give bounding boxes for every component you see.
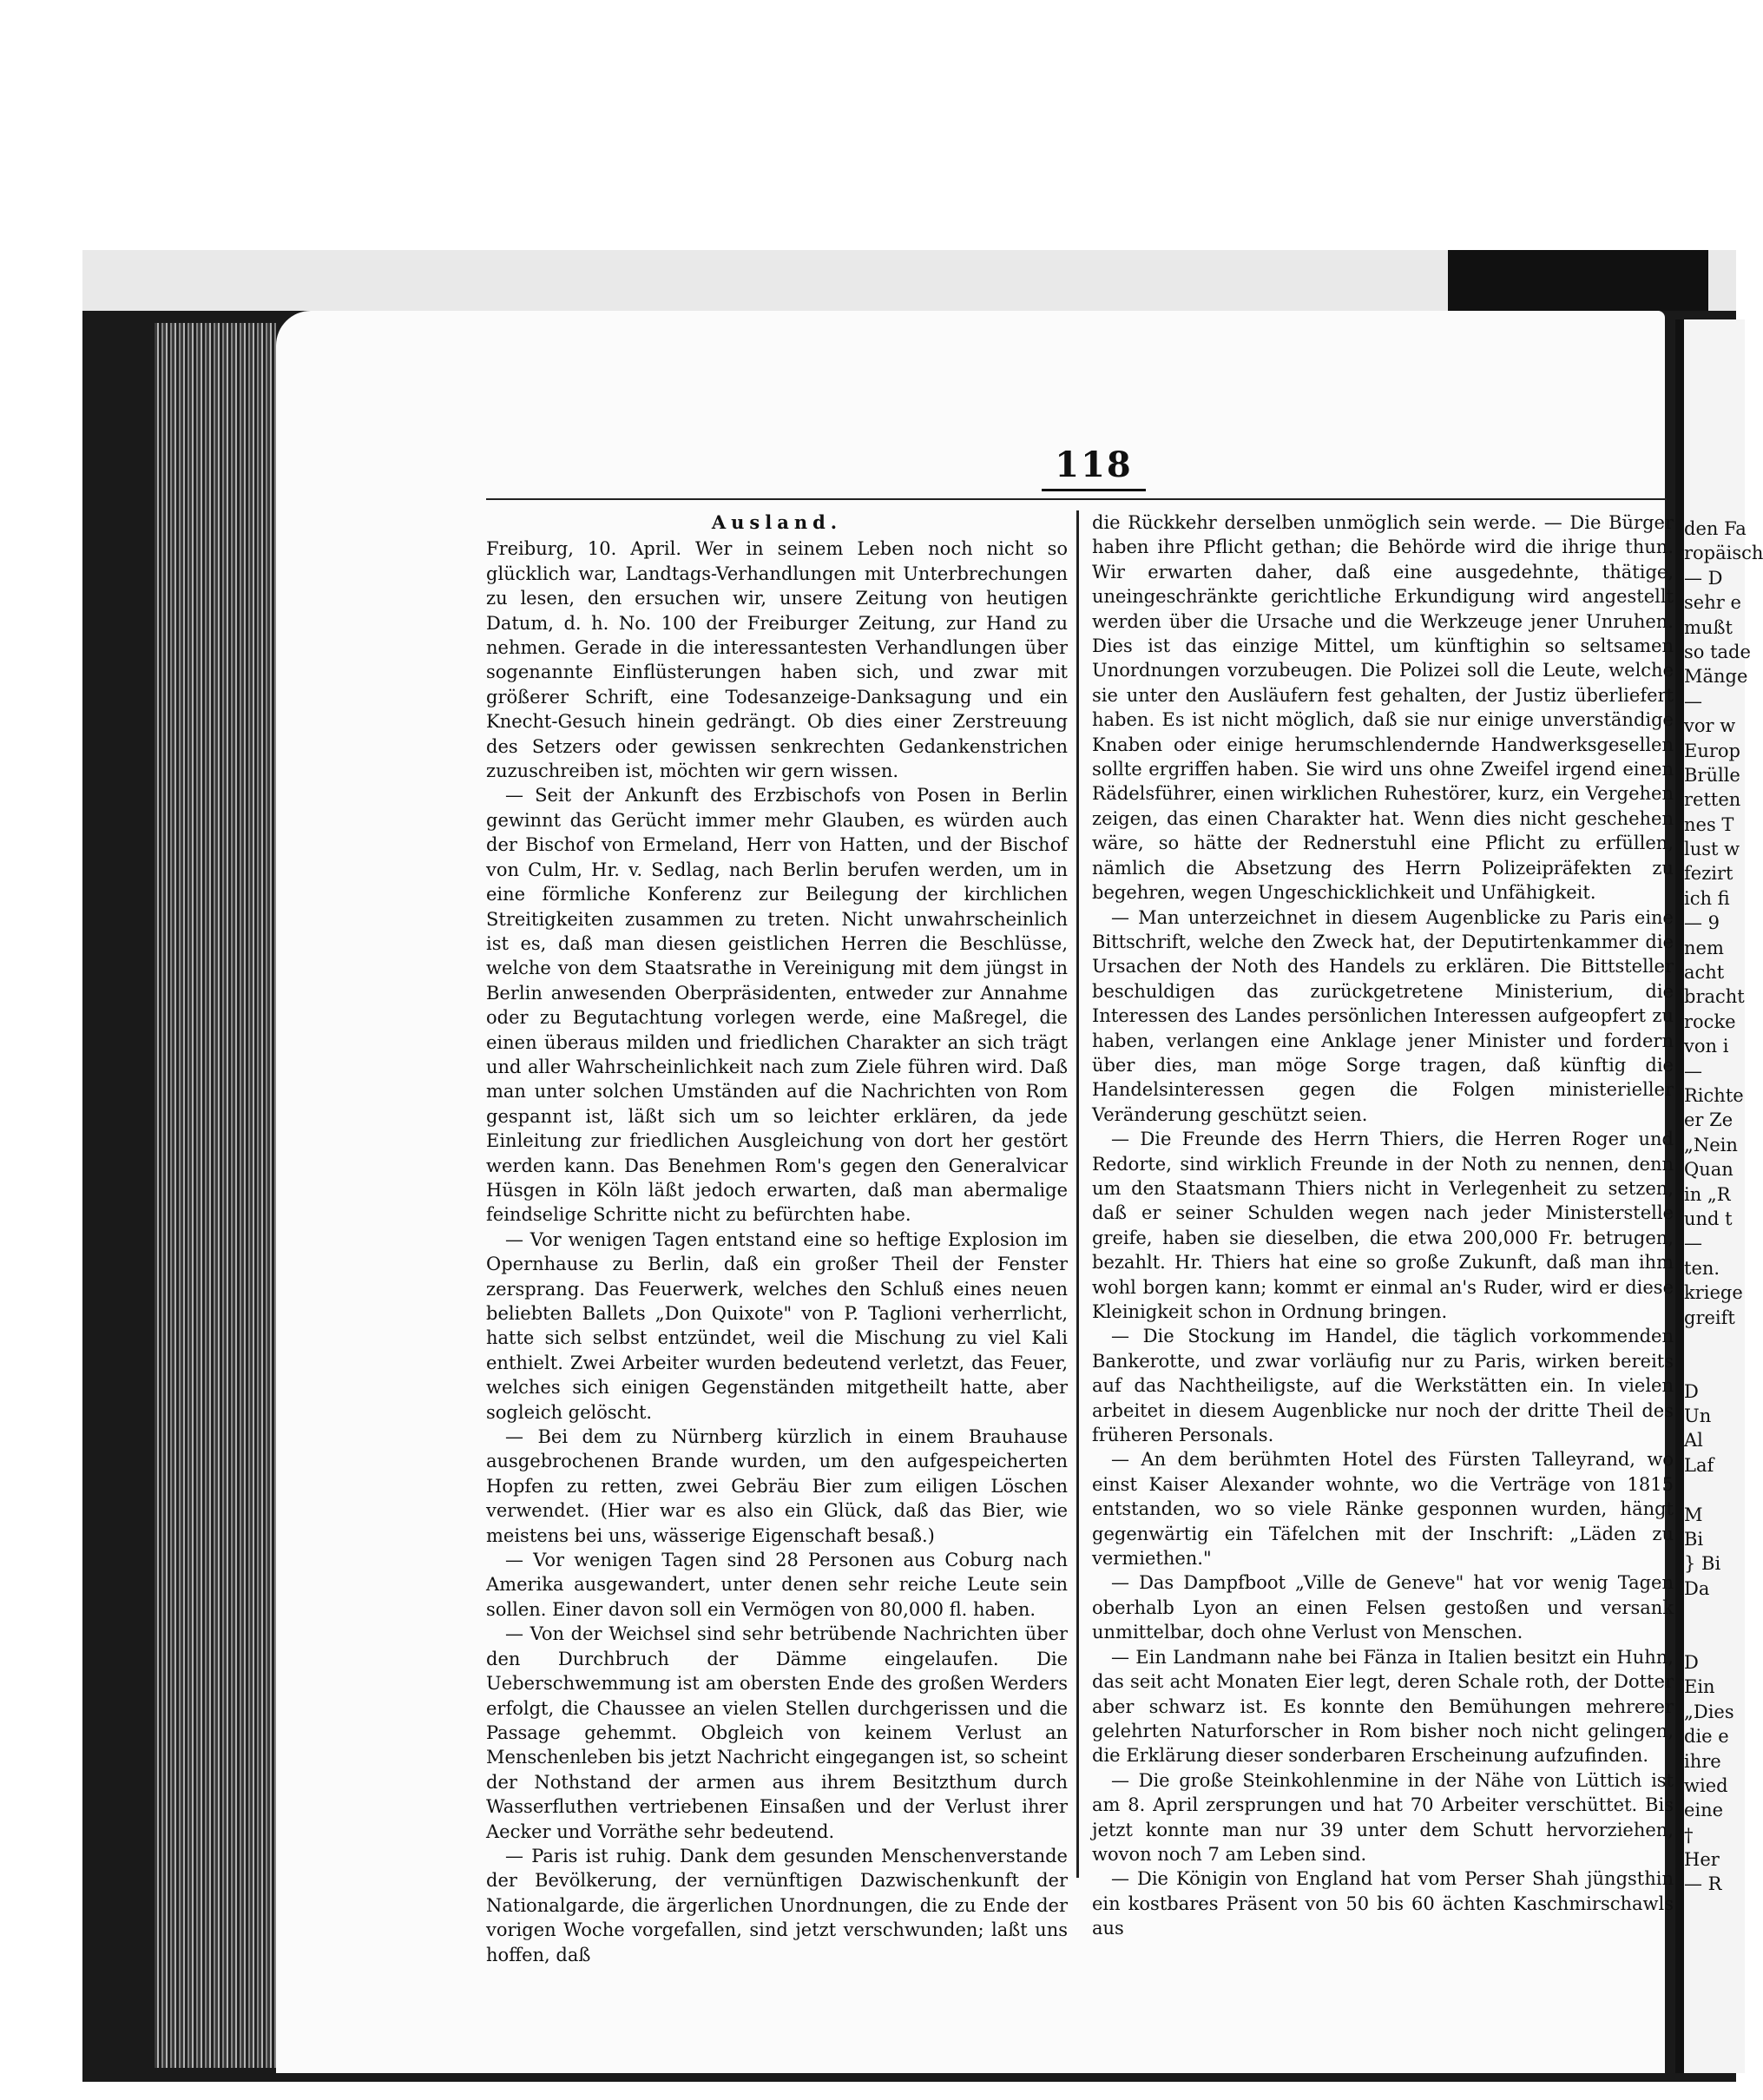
next-page-fragment: M	[1684, 1504, 1703, 1525]
next-page-fragment: } Bi	[1684, 1553, 1721, 1575]
next-page-fragment: —	[1684, 690, 1702, 712]
article-paragraph: Freiburg, 10. April. Wer in seinem Leben noch nicht so glücklich war, Landtags-Verhandlungen mit Unterbrechungen zu lesen, den ersuchen wir, unsere Zeitung von heutigen Datum, d. h. No. 100 der Freiburger Zeitung, zur Hand zu nehmen. Gerade in die interessantesten Verhandlungen über sogenannte Einflüsterungen haben sich, und zwar mit größerer Schrift, eine Todesanzeige-Danksagung und ein Knecht-Gesuch hinein gedrängt. Ob dies einer Zerstreuung des Setzers oder gewissen senkrechten Gedankenstrichen zuzuschreiben ist, möchten wir gern wissen.	[486, 538, 1068, 782]
next-page-fragment: Richte	[1684, 1084, 1744, 1106]
article-paragraph: — Die große Steinkohlenmine in der Nähe von Lüttich ist am 8. April zersprungen und hat 70 Arbeiter verschüttet. Bis jetzt konnte man nur 39 unter dem Schutt hervorziehen, wovon noch 7 am Leben sind.	[1092, 1769, 1674, 1865]
article-paragraph: — Die Freunde des Herrn Thiers, die Herren Roger und Redorte, sind wirklich Freunde in der Noth zu nennen, denn um den Staatsmann Thiers nicht in Verlegenheit zu setzen, daß er seiner Schulden wegen nach jeder Ministerstelle greife, haben sie dieselben, die etwa 200,000 Fr. betrugen, bezahlt. Hr. Thiers hat eine so große Zukunft, daß man ihm wohl borgen kann; kommt er einmal an's Ruder, wird er diese Kleinigkeit schon in Ordnung bringen.	[1092, 1129, 1674, 1322]
next-page-fragment: wied	[1684, 1774, 1728, 1796]
book-page-edges	[155, 323, 276, 2068]
page-number: 118	[1042, 444, 1146, 491]
next-page-fragment: Her	[1684, 1849, 1720, 1871]
article-paragraph: — Man unterzeichnet in diesem Augenblicke zu Paris eine Bittschrift, welche den Zweck hat, der Deputirtenkammer die Ursachen der Noth des Handels zu erklären. Die Bittsteller beschuldigen das zurückgetretene Ministerium, die Interessen des Landes persönlichen Interessen aufgeopfert zu haben, verlangen eine Anklage jener Minister und fordern über dies, man möge Sorge tragen, daß künftig die Handelsinteressen gegen die Folgen ministerieller Veränderung geschützt seien.	[1092, 906, 1674, 1125]
article-paragraph: — Die Königin von England hat vom Perser Shah jüngsthin ein kostbares Präsent von 50 bis 60 ächten Kaschmirschawls aus	[1092, 1868, 1674, 1939]
next-page-fragment: den Fa	[1684, 518, 1747, 539]
next-page-fragment	[1684, 1626, 1736, 1650]
article-paragraph: — Das Dampfboot „Ville de Geneve" hat vor wenig Tagen oberhalb Lyon an einen Felsen gestoßen und versank unmittelbar, doch ohne Verlust von Menschen.	[1092, 1572, 1674, 1643]
next-page-fragment: lust w	[1684, 839, 1740, 860]
next-page-fragment: „Dies	[1684, 1701, 1734, 1722]
column-divider	[1076, 510, 1079, 1878]
next-page-fragment: †	[1684, 1824, 1694, 1846]
next-page-fragment: — 9	[1684, 912, 1720, 934]
article-paragraph: — Vor wenigen Tagen entstand eine so heftige Explosion im Opernhause zu Berlin, daß ein großer Theil der Fenster zersprang. Das Feuerwerk, welches den Schluß eines neuen beliebten Ballets „Don Quixote" von P. Taglioni verherrlicht, hatte sich selbst entzündet, weil die Mischung zu viel Kali enthielt. Zwei Arbeiter wurden bedeutend verletzt, das Feuer, welches sich einigen Gegenständen mitgetheilt hatte, aber sogleich gelöscht.	[486, 1228, 1068, 1423]
next-page-fragment: Quan	[1684, 1159, 1733, 1181]
next-page-fragment: —	[1684, 1233, 1702, 1254]
next-page-fragment: D	[1684, 1380, 1699, 1402]
next-page-fragment: in „R	[1684, 1183, 1731, 1205]
next-page-fragment: — D	[1684, 567, 1723, 589]
next-page-fragment: Da	[1684, 1577, 1710, 1599]
article-paragraph: — Ein Landmann nahe bei Fänza in Italien besitzt ein Huhn, das seit acht Monaten Eier legt, deren Schale roth, der Dotter aber schwarz ist. Es konnte den Bemühungen mehrerer gelehrten Naturforscher in Rom bisher noch nicht gelingen, die Erklärung dieser sonderbaren Erscheinung aufzufinden.	[1092, 1646, 1674, 1767]
next-page-fragment: ich fi	[1684, 887, 1730, 909]
next-page-fragment: Bi	[1684, 1529, 1704, 1550]
next-page-fragment: er Ze	[1684, 1109, 1733, 1131]
left-column	[486, 510, 1068, 1967]
next-page-column	[1684, 517, 1763, 1897]
next-page-fragment	[1684, 1330, 1736, 1354]
section-heading: Ausland.	[711, 511, 843, 533]
next-page-fragment: Al	[1684, 1430, 1703, 1452]
next-page-fragment: mußt	[1684, 616, 1733, 638]
scan-top-right-shadow	[1448, 250, 1708, 311]
article-paragraph: — An dem berühmten Hotel des Fürsten Talleyrand, wo einst Kaiser Alexander wohnte, wo die Verträge von 1815 entstanden, wo so viele Ränke gesponnen wurden, hängt gegenwärtig ein Täfelchen mit der Inschrift: „Läden zu vermiethen."	[1092, 1449, 1674, 1570]
next-page-fragment: Mänge	[1684, 666, 1748, 688]
article-paragraph: — Vor wenigen Tagen sind 28 Personen aus Coburg nach Amerika ausgewandert, unter denen sehr reiche Leute sein sollen. Einer davon soll ein Vermögen von 80,000 fl. haben.	[486, 1550, 1068, 1620]
article-paragraph: — Die Stockung im Handel, die täglich vorkommenden Bankerotte, und zwar vorläufig nur zu Paris, wirken bereits auf das Nachtheiligste, auf die Werkstätten ein. In vielen arbeitet in diesem Augenblicke nur noch der dritte Theil des früheren Personals.	[1092, 1326, 1674, 1446]
next-page-fragment: „Nein	[1684, 1134, 1738, 1155]
right-column	[1092, 510, 1674, 1941]
next-page-fragment: retten	[1684, 789, 1741, 811]
next-page-fragment: Un	[1684, 1405, 1712, 1427]
next-page-fragment: — R	[1684, 1873, 1722, 1895]
next-page-fragment	[1684, 1478, 1736, 1502]
next-page-fragment: Brülle	[1684, 764, 1740, 786]
next-page-fragment: ropäisch	[1684, 543, 1763, 564]
next-page-fragment: —	[1684, 1060, 1702, 1082]
next-page-fragment: D	[1684, 1651, 1699, 1673]
next-page-fragment: und t	[1684, 1208, 1733, 1229]
next-page-fragment	[1684, 1354, 1736, 1379]
next-page-fragment: Europ	[1684, 740, 1740, 761]
article-paragraph: — Von der Weichsel sind sehr betrübende Nachrichten über den Durchbruch der Dämme eingelaufen. Die Ueberschwemmung ist am obersten Ende des großen Werders erfolgt, die Chaussee an vielen Stellen durchgerissen und die Passage gehemmt. Obgleich von keinem Verlust an Menschenleben bis jetzt Nachricht eingegangen ist, so scheint der Nothstand der armen aus ihrem Besitzthum durch Wasserfluthen vertriebenen Einsaßen und der Verlust ihrer Aecker und Vorräthe sehr bedeutend.	[486, 1623, 1068, 1842]
next-page-fragment: nes T	[1684, 813, 1734, 835]
next-page-fragment: ten.	[1684, 1257, 1720, 1279]
next-page-fragment: von i	[1684, 1036, 1729, 1057]
article-paragraph: die Rückkehr derselben unmöglich sein werde. — Die Bürger haben ihre Pflicht gethan; die Behörde wird die ihrige thun. Wir erwarten daher, daß eine ausgedehnte, thätige, uneingeschränkte gerichtliche Erkundigung wird angestellt werden über die Ursache und die Werkzeuge jener Unruhen. Dies ist das einzige Mittel, um künftighin so seltsamen Unordnungen vorzubeugen. Die Polizei soll die Leute, welche sie unter den Ausläufern fest gehalten, der Justiz überliefert haben. Es ist nicht möglich, daß sie nur einige unverständige Knaben oder einige herumschlendernde Handwerksgesellen sollte ergriffen haben. Sie wird uns ohne Zweifel irgend einen Rädelsführer, einen wirklichen Ruhestörer, kurz, ein Vergehen zeigen, das einen Charakter hat. Wenn dies nicht geschehen wäre, so hätte der Rednerstuhl eine Pflicht zu erfüllen, nämlich die Absetzung des Herrn Polizeipräfekten zu begehren, wegen Ungeschicklichkeit und Unfähigkeit.	[1092, 512, 1674, 904]
next-page-fragment: bracht	[1684, 986, 1745, 1008]
next-page-fragment: acht	[1684, 962, 1725, 984]
next-page-fragment: sehr e	[1684, 592, 1741, 614]
next-page-fragment: Ein	[1684, 1676, 1715, 1698]
next-page-fragment: kriege	[1684, 1282, 1743, 1304]
next-page-fragment: nem	[1684, 937, 1724, 958]
next-page-fragment: Laf	[1684, 1454, 1714, 1476]
article-paragraph: — Seit der Ankunft des Erzbischofs von Posen in Berlin gewinnt das Gerücht immer mehr Glauben, es würden auch der Bischof von Ermeland, Herr von Hatten, und der Bischof von Culm, Hr. v. Sedlag, nach Berlin berufen werden, um in eine förmliche Konferenz zur Beilegung der kirchlichen Streitigkeiten zusammen zu treten. Nicht unwahrscheinlich ist es, daß man diesen geistlichen Herren die Beschlüsse, welche von dem Staatsrathe in Vereinigung mit dem jüngst in Berlin anwesenden Oberpräsidenten, entweder zur Annahme oder zu Begutachtung vorlegen werde, eine Maßregel, die einen überaus milden und friedlichen Charakter an sich trägt und aller Wahrscheinlichkeit nach zum Ziele führen wird. Daß man unter solchen Umständen auf die Nachrichten von Rom gespannt ist, läßt sich um so leichter erklären, da jede Einleitung zur friedlichen Ausgleichung von dort her gestört werden kann. Das Benehmen Rom's gegen den Generalvicar Hüsgen in Köln läßt jedoch erwarten, daß man abermalige feindselige Schritte nicht zu befürchten habe.	[486, 785, 1068, 1226]
next-page-fragment: so tade	[1684, 641, 1751, 662]
next-page-fragment: die e	[1684, 1726, 1729, 1748]
next-page-fragment	[1684, 1601, 1736, 1625]
next-page-fragment: rocke	[1684, 1011, 1736, 1032]
next-page-fragment: eine	[1684, 1800, 1724, 1821]
next-page-fragment: greift	[1684, 1307, 1735, 1328]
next-page-fragment: fezirt	[1684, 863, 1733, 885]
article-paragraph: — Paris ist ruhig. Dank dem gesunden Menschenverstande der Bevölkerung, der vernünftigen Dazwischenkunft der Nationalgarde, die ärgerlichen Unordnungen, die zu Ende der vorigen Woche vorgefallen, sind jetzt verschwunden; laßt uns hoffen, daß	[486, 1845, 1068, 1965]
header-rule	[486, 498, 1667, 500]
article-paragraph: — Bei dem zu Nürnberg kürzlich in einem Brauhause ausgebrochenen Brande wurden, um den aufgespeicherten Hopfen zu retten, zwei Gebräu Bier zum eiligen Löschen verwendet. (Hier war es also ein Glück, daß das Bier, wie meistens bei uns, wässerige Eigenschaft besaß.)	[486, 1426, 1068, 1546]
next-page-fragment: ihre	[1684, 1750, 1721, 1772]
next-page-fragment: vor w	[1684, 715, 1736, 737]
